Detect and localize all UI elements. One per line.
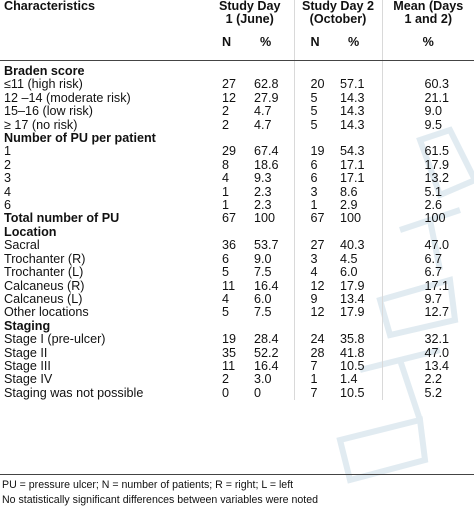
table-row [0,159,474,172]
section-title: Braden score [4,64,85,78]
cell-p2: 17.1 [340,171,365,186]
header-study-day-2: Study Day 2 (October) [294,0,382,28]
section-header [0,226,474,239]
cell-n1: 12 [222,90,237,105]
cell-n1: 2 [222,372,230,387]
cell-label: 6 [4,198,12,213]
cell-p2: 10.5 [340,358,365,373]
cell-n1: 29 [222,144,237,159]
cell-label: 1 [4,144,12,159]
cell-label: Calcaneus (L) [4,291,83,306]
header-pct-day1: % [250,28,294,61]
cell-p2: 14.3 [340,117,365,132]
cell-label: Stage IV [4,372,53,387]
cell-mean: 13.2 [382,172,474,185]
cell-n2: 9 [294,293,334,306]
cell-label: Calcaneus (R) [4,278,85,293]
cell-p2: 10.5 [340,385,365,400]
cell-n2: 19 [294,145,334,158]
table-row [0,186,474,199]
cell-mean: 32.1 [382,333,474,346]
cell-p2: 57.1 [340,77,365,92]
cell-n1: 0 [222,385,230,400]
cell-mean: 47.0 [382,239,474,252]
cell-n2: 5 [294,119,334,132]
cell-n1: 2 [222,104,230,119]
cell-p1: 27.9 [254,90,279,105]
cell-n2: 28 [294,347,334,360]
cell-n1: 4 [222,291,230,306]
table-footer [0,474,474,508]
header-mean: Mean (Days 1 and 2) [382,0,474,28]
cell-p1: 9.0 [254,251,272,266]
cell-p2: 35.8 [340,332,365,347]
cell-mean: 9.7 [382,293,474,306]
section-title: Staging [4,318,51,333]
cell-n1: 5 [222,265,230,280]
cell-n2: 5 [294,92,334,105]
cell-label: Stage II [4,345,48,360]
cell-p1: 4.7 [254,117,272,132]
table-row [0,78,474,91]
cell-label: ≥ 17 (no risk) [4,117,78,132]
cell-label: 15–16 (low risk) [4,104,93,119]
cell-n1: 6 [222,251,230,266]
cell-n1: 5 [222,305,230,320]
table-row [0,306,474,319]
cell-mean: 5.1 [382,186,474,199]
cell-mean: 6.7 [382,253,474,266]
cell-mean: 5.2 [382,387,474,400]
cell-p2: 1.4 [340,372,358,387]
cell-n1: 19 [222,332,237,347]
cell-label: 12 –14 (moderate risk) [4,90,131,105]
cell-label: Trochanter (L) [4,265,84,280]
cell-p1: 7.5 [254,305,272,320]
cell-p1: 6.0 [254,291,272,306]
table-row [0,105,474,118]
header-row-1 [0,0,474,28]
cell-mean: 2.2 [382,373,474,386]
cell-n2: 20 [294,78,334,91]
table-row [0,199,474,212]
cell-p1: 16.4 [254,358,279,373]
cell-p2: 17.1 [340,157,365,172]
table-row [0,293,474,306]
section-header [0,65,474,78]
cell-mean: 17.1 [382,280,474,293]
cell-n1: 35 [222,345,237,360]
cell-mean: 12.7 [382,306,474,319]
table-row [0,373,474,386]
cell-label: Staging was not possible [4,385,144,400]
cell-n2: 27 [294,239,334,252]
section-title: Total number of PU [4,211,120,226]
cell-n2: 6 [294,172,334,185]
cell-p1: 67.4 [254,144,279,159]
total-n1: 67 [222,211,237,226]
total-p2: 100 [340,211,362,226]
table-row [0,266,474,279]
cell-p1: 0 [254,385,262,400]
section-title: Number of PU per patient [4,131,156,146]
cell-p2: 17.9 [340,305,365,320]
cell-n2: 7 [294,360,334,373]
cell-p1: 28.4 [254,332,279,347]
cell-p1: 16.4 [254,278,279,293]
table-row [0,239,474,252]
cell-p2: 14.3 [340,90,365,105]
cell-mean: 47.0 [382,347,474,360]
table-row [0,253,474,266]
total-n2: 67 [294,212,334,225]
table-row [0,387,474,400]
cell-p1: 3.0 [254,372,272,387]
cell-n1: 2 [222,117,230,132]
cell-mean: 13.4 [382,360,474,373]
cell-p2: 4.5 [340,251,358,266]
header-study-day-1: Study Day 1 (June) [218,0,281,27]
cell-n2: 3 [294,253,334,266]
table-row [0,119,474,132]
cell-n2: 24 [294,333,334,346]
total-row [0,212,474,225]
cell-n1: 4 [222,171,230,186]
cell-label: Stage I (pre-ulcer) [4,332,106,347]
cell-n1: 1 [222,198,230,213]
section-header [0,320,474,333]
cell-mean: 17.9 [382,159,474,172]
footer-significance-note: No statistically significant differences between variables were noted [2,494,319,506]
cell-p2: 13.4 [340,291,365,306]
cell-p2: 40.3 [340,238,365,253]
cell-p1: 7.5 [254,265,272,280]
cell-n2: 6 [294,159,334,172]
cell-mean: 61.5 [382,145,474,158]
table-row [0,92,474,105]
cell-label: 4 [4,184,12,199]
cell-n2: 1 [294,199,334,212]
header-n-day2: N [294,28,334,61]
cell-label: ≤11 (high risk) [4,77,83,92]
cell-label: Stage III [4,358,51,373]
cell-p1: 2.3 [254,184,272,199]
cell-p1: 9.3 [254,171,272,186]
cell-p1: 53.7 [254,238,279,253]
footer-abbreviations: PU = pressure ulcer; N = number of patients; R = right; L = left [2,479,294,491]
cell-n2: 3 [294,186,334,199]
cell-label: Trochanter (R) [4,251,86,266]
header-pct-mean: % [382,28,474,61]
cell-n2: 5 [294,105,334,118]
cell-n1: 11 [222,278,236,293]
cell-label: 3 [4,171,12,186]
cell-n1: 11 [222,358,236,373]
cell-mean: 9.0 [382,105,474,118]
cell-label: Sacral [4,238,40,253]
table-row [0,360,474,373]
cell-p1: 18.6 [254,157,279,172]
cell-mean: 21.1 [382,92,474,105]
table-row [0,333,474,346]
cell-p2: 6.0 [340,265,358,280]
cell-n2: 12 [294,306,334,319]
cell-n1: 27 [222,77,237,92]
header-row-2 [0,28,474,61]
table-row [0,145,474,158]
header-pct-day2: % [334,28,382,61]
cell-p2: 54.3 [340,144,365,159]
table-body [0,61,474,401]
cell-n2: 12 [294,280,334,293]
cell-mean: 60.3 [382,78,474,91]
cell-p1: 62.8 [254,77,279,92]
cell-mean: 6.7 [382,266,474,279]
cell-n2: 7 [294,387,334,400]
cell-p2: 8.6 [340,184,358,199]
section-title: Location [4,224,57,239]
cell-n1: 1 [222,184,230,199]
table-row [0,172,474,185]
cell-p2: 41.8 [340,345,365,360]
cell-label: Other locations [4,305,89,320]
total-p1: 100 [254,211,276,226]
section-header [0,132,474,145]
cell-p2: 2.9 [340,198,358,213]
header-characteristics: Characteristics [4,0,96,13]
cell-n2: 4 [294,266,334,279]
cell-mean: 9.5 [382,119,474,132]
cell-n1: 36 [222,238,237,253]
table-row [0,347,474,360]
header-n-day1: N [206,28,250,61]
cell-p1: 52.2 [254,345,279,360]
table-row [0,280,474,293]
cell-p2: 14.3 [340,104,365,119]
cell-p1: 2.3 [254,198,272,213]
cell-mean: 2.6 [382,199,474,212]
cell-p1: 4.7 [254,104,272,119]
cell-p2: 17.9 [340,278,365,293]
cell-label: 2 [4,157,12,172]
cell-n2: 1 [294,373,334,386]
cell-n1: 8 [222,157,230,172]
total-mean: 100 [382,212,474,225]
